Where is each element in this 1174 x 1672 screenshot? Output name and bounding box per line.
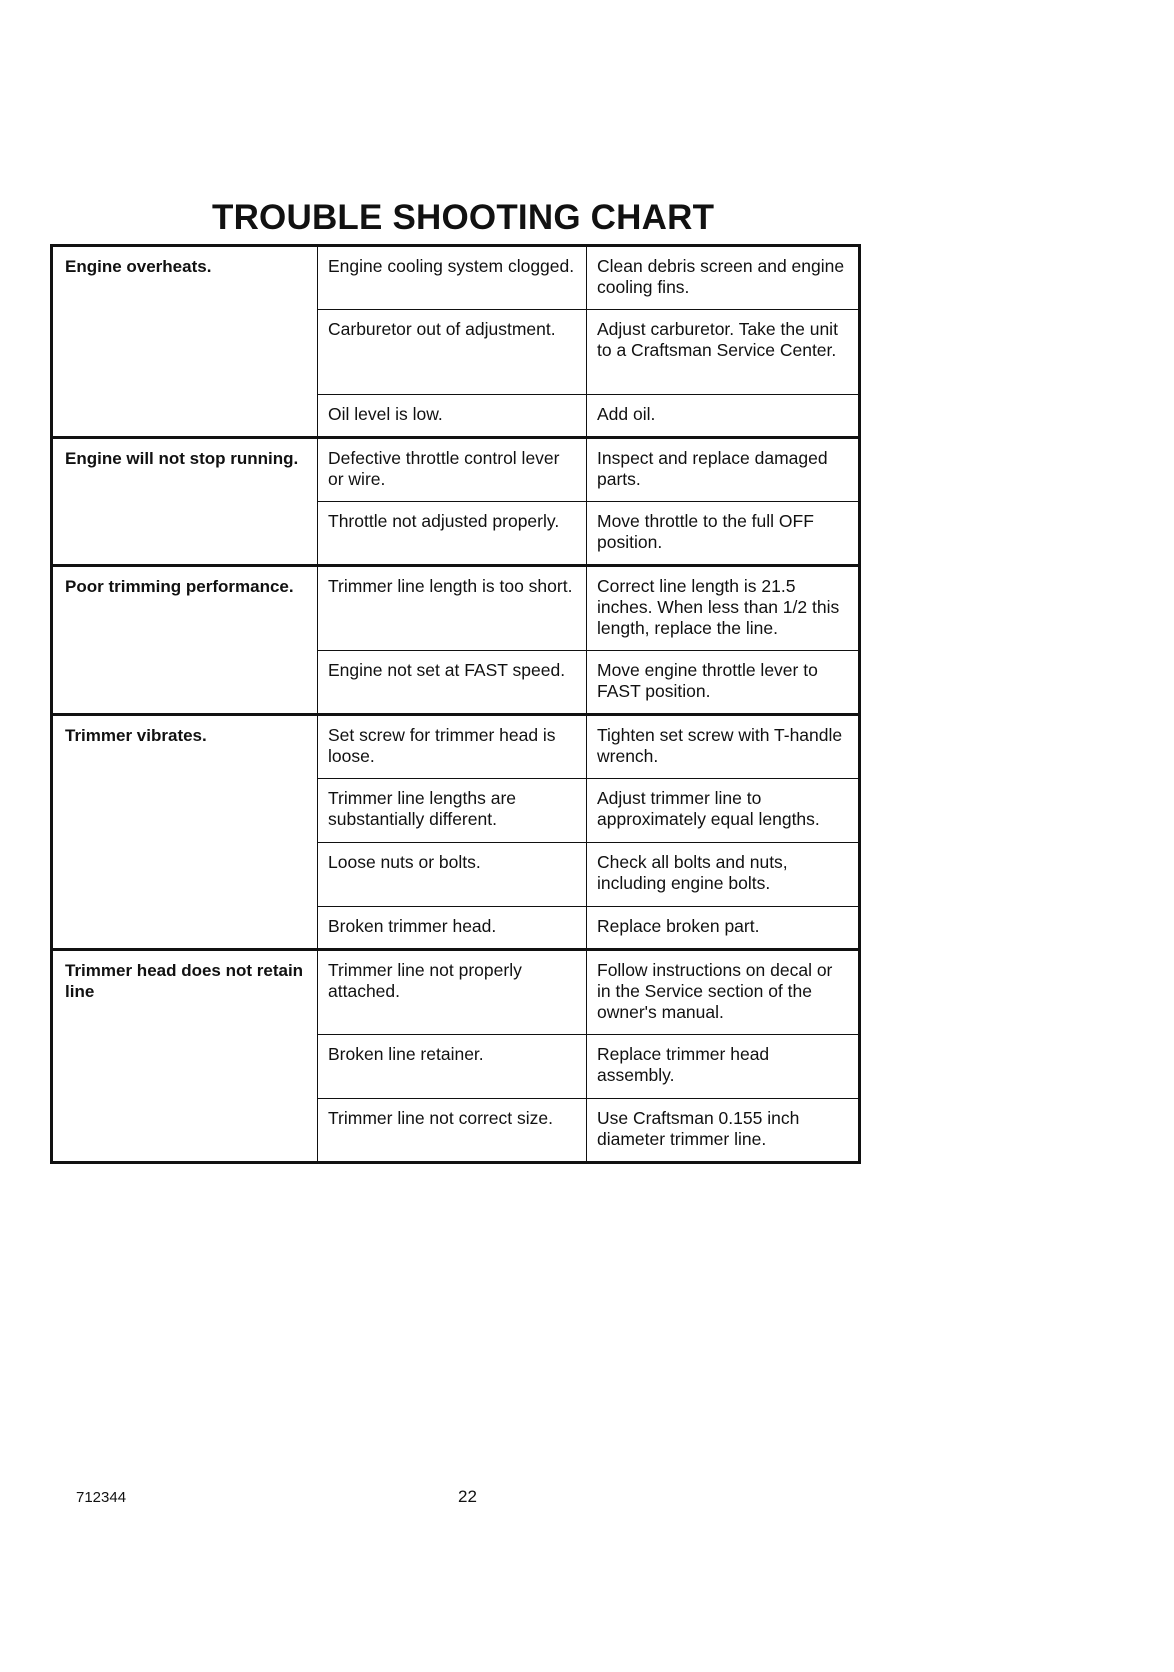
- cause-cell: Broken trimmer head.: [318, 906, 587, 949]
- cause-cell: Broken line retainer.: [318, 1034, 587, 1098]
- cause-cell: Oil level is low.: [318, 394, 587, 437]
- table-row: [52, 246, 860, 310]
- remedy-cell: Add oil.: [587, 394, 860, 437]
- remedy-cell: Correct line length is 21.5 inches. When less than 1/2 this length, replace the line.: [587, 566, 860, 651]
- part-number: 712344: [76, 1489, 127, 1506]
- cause-cell: Engine cooling system clogged.: [318, 246, 587, 310]
- cause-cell: Trimmer line length is too short.: [318, 566, 587, 651]
- cause-cell: Set screw for trimmer head is loose.: [318, 714, 587, 778]
- remedy-cell: Replace trimmer head assembly.: [587, 1034, 860, 1098]
- problem-cell: Trimmer head does not retain line: [52, 950, 318, 1163]
- remedy-cell: Adjust trimmer line to approximately equal lengths.: [587, 778, 860, 842]
- remedy-cell: Inspect and replace damaged parts.: [587, 438, 860, 502]
- remedy-cell: Use Craftsman 0.155 inch diameter trimmer line.: [587, 1098, 860, 1162]
- table-row: [52, 714, 860, 778]
- problem-cell: Poor trimming performance.: [52, 566, 318, 715]
- cause-cell: Carburetor out of adjustment.: [318, 310, 587, 395]
- trouble-shooting-table: [50, 244, 861, 1164]
- cause-cell: Trimmer line not properly attached.: [318, 950, 587, 1035]
- remedy-cell: Move engine throttle lever to FAST position.: [587, 650, 860, 714]
- problem-cell: Engine will not stop running.: [52, 438, 318, 566]
- table-row: [52, 438, 860, 502]
- cause-cell: Throttle not adjusted properly.: [318, 502, 587, 566]
- table-row: [52, 566, 860, 651]
- table-row: [52, 950, 860, 1035]
- cause-cell: Engine not set at FAST speed.: [318, 650, 587, 714]
- remedy-cell: Check all bolts and nuts, including engine bolts.: [587, 842, 860, 906]
- page-title: TROUBLE SHOOTING CHART: [212, 198, 715, 237]
- remedy-cell: Adjust carburetor. Take the unit to a Craftsman Service Center.: [587, 310, 860, 395]
- problem-cell: Engine overheats.: [52, 246, 318, 438]
- remedy-cell: Tighten set screw with T-handle wrench.: [587, 714, 860, 778]
- remedy-cell: Replace broken part.: [587, 906, 860, 949]
- page-number: 22: [458, 1487, 477, 1506]
- cause-cell: Trimmer line not correct size.: [318, 1098, 587, 1162]
- cause-cell: Trimmer line lengths are substantially different.: [318, 778, 587, 842]
- cause-cell: Defective throttle control lever or wire.: [318, 438, 587, 502]
- remedy-cell: Move throttle to the full OFF position.: [587, 502, 860, 566]
- problem-cell: Trimmer vibrates.: [52, 714, 318, 949]
- remedy-cell: Clean debris screen and engine cooling fins.: [587, 246, 860, 310]
- cause-cell: Loose nuts or bolts.: [318, 842, 587, 906]
- remedy-cell: Follow instructions on decal or in the Service section of the owner's manual.: [587, 950, 860, 1035]
